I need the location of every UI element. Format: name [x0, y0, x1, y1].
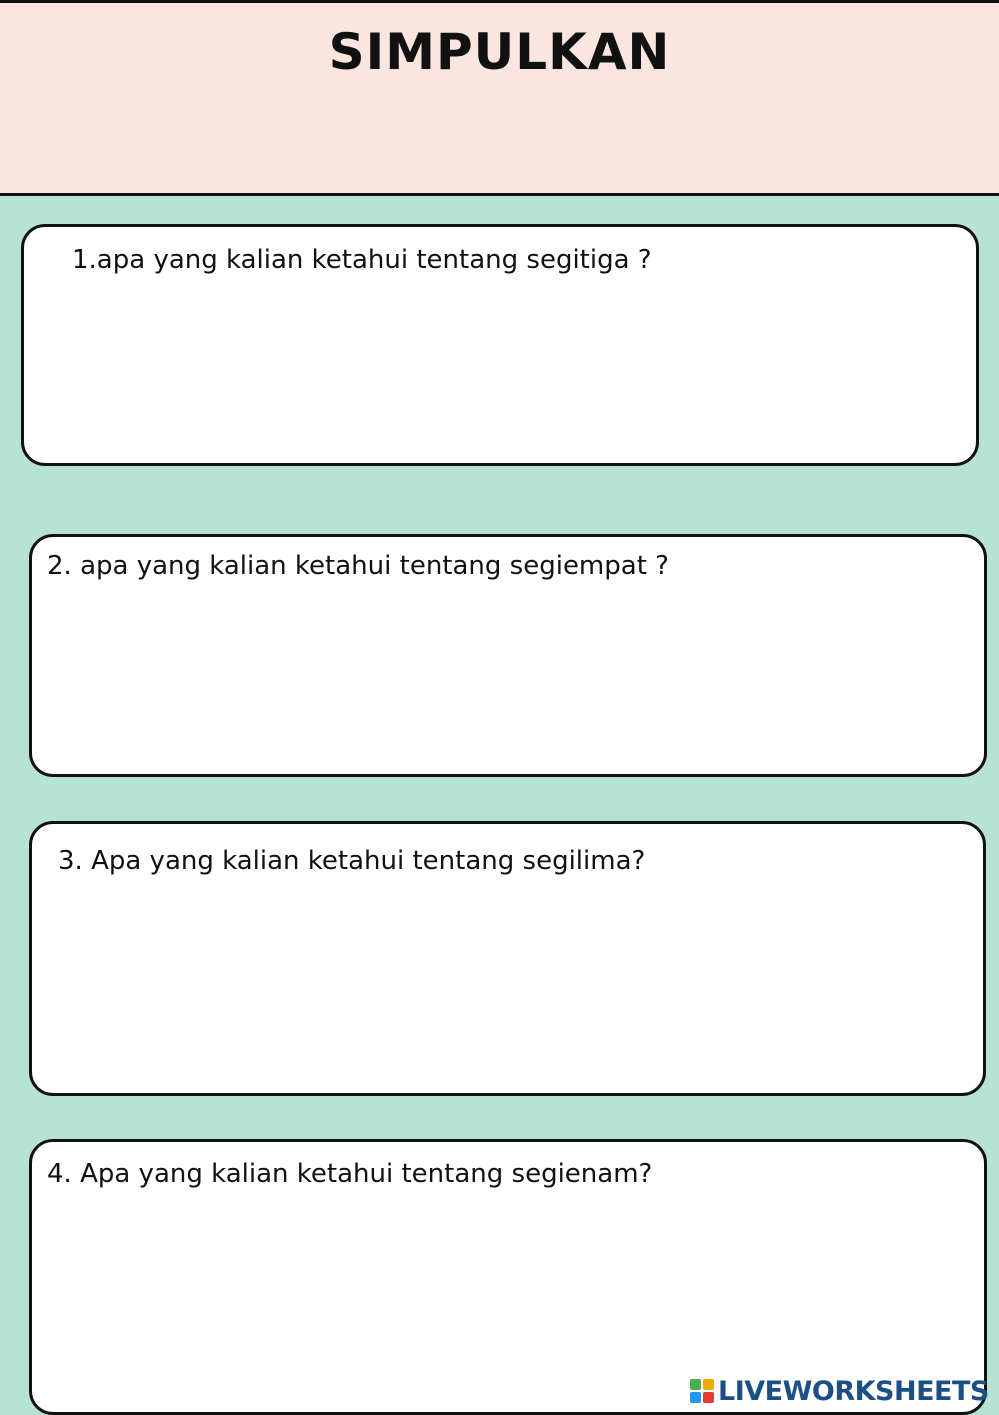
answer-area-3[interactable]	[42, 880, 973, 1083]
header-banner	[0, 0, 999, 196]
logo-square-green	[690, 1379, 701, 1390]
answer-box-3[interactable]	[29, 821, 986, 1096]
logo-text: LIVEWORKSHEETS	[718, 1375, 989, 1407]
question-1-text: 1.apa yang kalian ketahui tentang segitiga ?	[72, 245, 652, 275]
answer-box-4[interactable]	[29, 1139, 987, 1415]
answer-box-1[interactable]	[21, 224, 979, 466]
question-3-text: 3. Apa yang kalian ketahui tentang segilima?	[58, 846, 646, 876]
answer-area-2[interactable]	[42, 593, 974, 764]
liveworksheets-logo-icon	[690, 1379, 714, 1403]
page-title: SIMPULKAN	[328, 23, 671, 81]
liveworksheets-logo	[690, 1375, 989, 1407]
answer-area-4[interactable]	[42, 1198, 974, 1402]
question-4-text: 4. Apa yang kalian ketahui tentang segienam?	[47, 1159, 653, 1189]
logo-square-blue	[690, 1392, 701, 1403]
logo-square-yellow	[703, 1379, 714, 1390]
question-2-text: 2. apa yang kalian ketahui tentang segiempat ?	[47, 551, 669, 581]
answer-area-1[interactable]	[34, 283, 966, 453]
answer-box-2[interactable]	[29, 534, 987, 777]
logo-square-red	[703, 1392, 714, 1403]
